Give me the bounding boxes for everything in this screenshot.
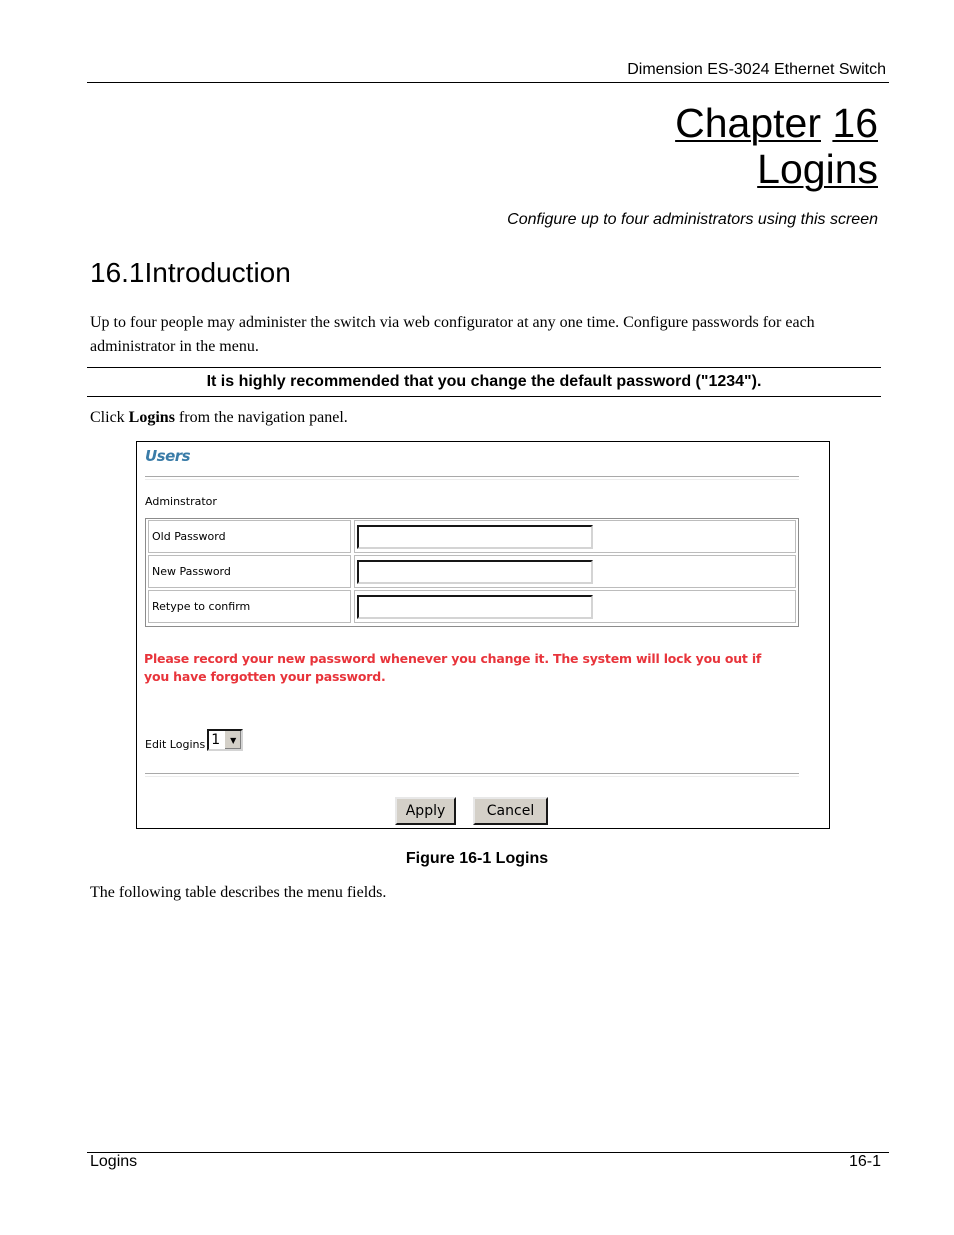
footer-chapter-name: Logins [90,1153,138,1170]
password-table [145,518,799,627]
table-row [148,520,796,553]
table-row [148,590,796,623]
table-intro-paragraph: The following table describes the menu fields. [90,884,387,901]
chevron-down-icon[interactable]: ▼ [224,731,241,749]
users-screen-title: Users [145,447,191,465]
edit-logins-select[interactable] [207,729,243,751]
chapter-name: Logins [757,146,878,192]
cancel-button[interactable]: Cancel [473,797,548,825]
old-password-label: Old Password [148,520,351,553]
instruction-bold: Logins [128,409,175,426]
footer-rule [87,1152,889,1153]
chapter-title [675,100,878,192]
running-header: Dimension ES-3024 Ethernet Switch [627,61,886,78]
edit-logins-label: Edit Logins [145,737,206,751]
instruction-paragraph [90,406,348,430]
instruction-suffix: from the navigation panel. [174,409,348,426]
note-box: It is highly recommended that you change the default password ("1234"). [87,367,881,397]
intro-paragraph: Up to four people may administer the switch via web configurator at any one time. Configure passwords for each administrator in the menu. [90,314,815,355]
old-password-cell [354,520,796,553]
chapter-number: 16 [832,100,878,146]
edit-logins-row [145,729,243,751]
chapter-subtitle: Configure up to four administrators using this screen [507,211,878,228]
instruction-prefix: Click [90,409,129,426]
new-password-label: New Password [148,555,351,588]
footer-page-number: 16-1 [848,1153,881,1170]
new-password-input[interactable] [357,560,593,584]
new-password-cell [354,555,796,588]
chapter-label: Chapter [675,100,821,146]
table-row [148,555,796,588]
retype-password-label: Retype to confirm [148,590,351,623]
logins-screenshot-figure [136,441,830,829]
section-heading: 16.1Introduction [90,257,291,288]
figure-caption: Figure 16-1 Logins [405,850,549,867]
old-password-input[interactable] [357,525,593,549]
retype-password-input[interactable] [357,595,593,619]
administrator-group-label: Adminstrator [145,495,217,508]
retype-password-cell [354,590,796,623]
buttons-divider [145,773,799,777]
edit-logins-value: 1 [211,732,221,748]
title-divider [145,476,799,480]
apply-button[interactable]: Apply [395,797,456,825]
header-rule [87,82,889,83]
password-warning: Please record your new password whenever you change it. The system will lock you out if you have forgotten your password. [144,651,762,684]
